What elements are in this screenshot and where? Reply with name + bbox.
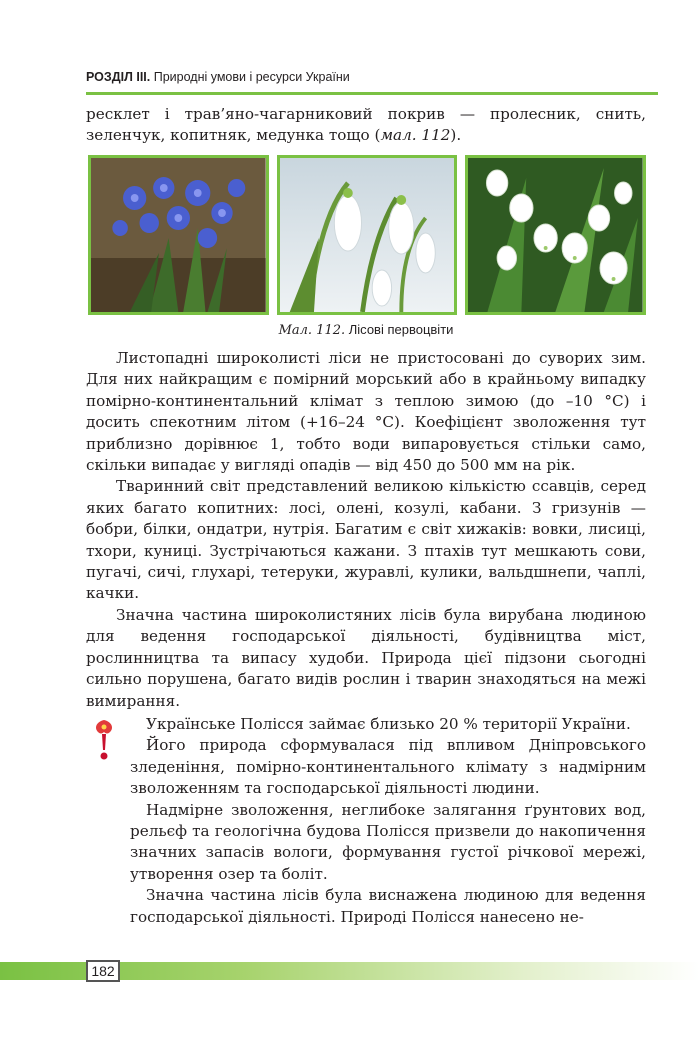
figure-reference: мал. 112 <box>380 126 451 145</box>
intro-paragraph <box>86 104 646 147</box>
flower-exclamation-icon <box>90 718 118 762</box>
paragraph: Тваринний світ представлений великою кількістю ссавців, серед яких багато копитних: лосі, олені, козулі, кабани. З гризунів — бобри, білки, ондатри, нутрія. Багатим є світ хижаків: вовки, лисиці, тхори, куниці. Зустрічаються кажани. З птахів тут мешкають сови, пугачі, сичі, глухарі, тетеруки, журавлі, кулики, вальдшнепи, чаплі, качки. <box>86 477 646 603</box>
photo-snowdrop <box>277 155 458 315</box>
section-title: Природні умови і ресурси України <box>153 70 350 84</box>
figure-caption-text: Лісові первоцвіти <box>348 322 454 337</box>
running-header <box>86 70 644 92</box>
intro-text: ресклет і трав’яно-чагарниковий покрив — пролесник, снить, зеленчук, копитняк, медунка тощо ( <box>86 105 646 145</box>
note-paragraph: Значна частина лісів була виснажена людиною для ведення господарської діяльності. Природі Полісся нанесено не- <box>130 886 646 926</box>
note-block <box>130 714 646 928</box>
header-rule <box>86 92 658 95</box>
main-text <box>86 348 646 712</box>
note-paragraph: Надмірне зволоження, неглибоке залягання ґрунтових вод, рельєф та геологічна будова Полісся призвели до накопичення значних запасів вологи, формування густої річкової мережі, утворення озер та боліт. <box>130 800 646 883</box>
photo-snowflake <box>465 155 646 315</box>
note-paragraph: Його природа сформувалася під впливом Дніпровського зледеніння, помірно-континентального клімату з надмірним зволоженням та господарської діяльності людини. <box>130 736 646 798</box>
intro-end: ). <box>450 126 462 145</box>
page-number: 182 <box>86 960 120 982</box>
figure-label: Мал. 112. <box>278 323 346 338</box>
photo-scilla <box>88 155 269 315</box>
note-paragraph: Українське Полісся займає близько 20 % території України. <box>146 715 631 733</box>
section-label: РОЗДІЛ III. <box>86 70 151 84</box>
paragraph: Значна частина широколистяних лісів була вирубана людиною для ведення господарської діяльності, будівництва міст, рослинництва та випасу худоби. Природа цієї підзони сьогодні сильно порушена, багато видів рослин і тварин знаходяться на межі вимирання. <box>86 605 646 710</box>
figure-caption <box>86 322 646 338</box>
figure-photos <box>88 155 646 315</box>
paragraph: Листопадні широколисті ліси не пристосовані до суворих зим. Для них найкращим є помірний морський або в крайньому випадку помірно-континентальний клімат з теплою зимою (до –10 °С) і досить спекотним літом (+16–24 °С). Коефіцієнт зволоження тут приблизно дорівнює 1, тобто води випаровується стільки само, скільки випадає у вигляді опадів — від 450 до 500 мм на рік. <box>86 349 646 475</box>
